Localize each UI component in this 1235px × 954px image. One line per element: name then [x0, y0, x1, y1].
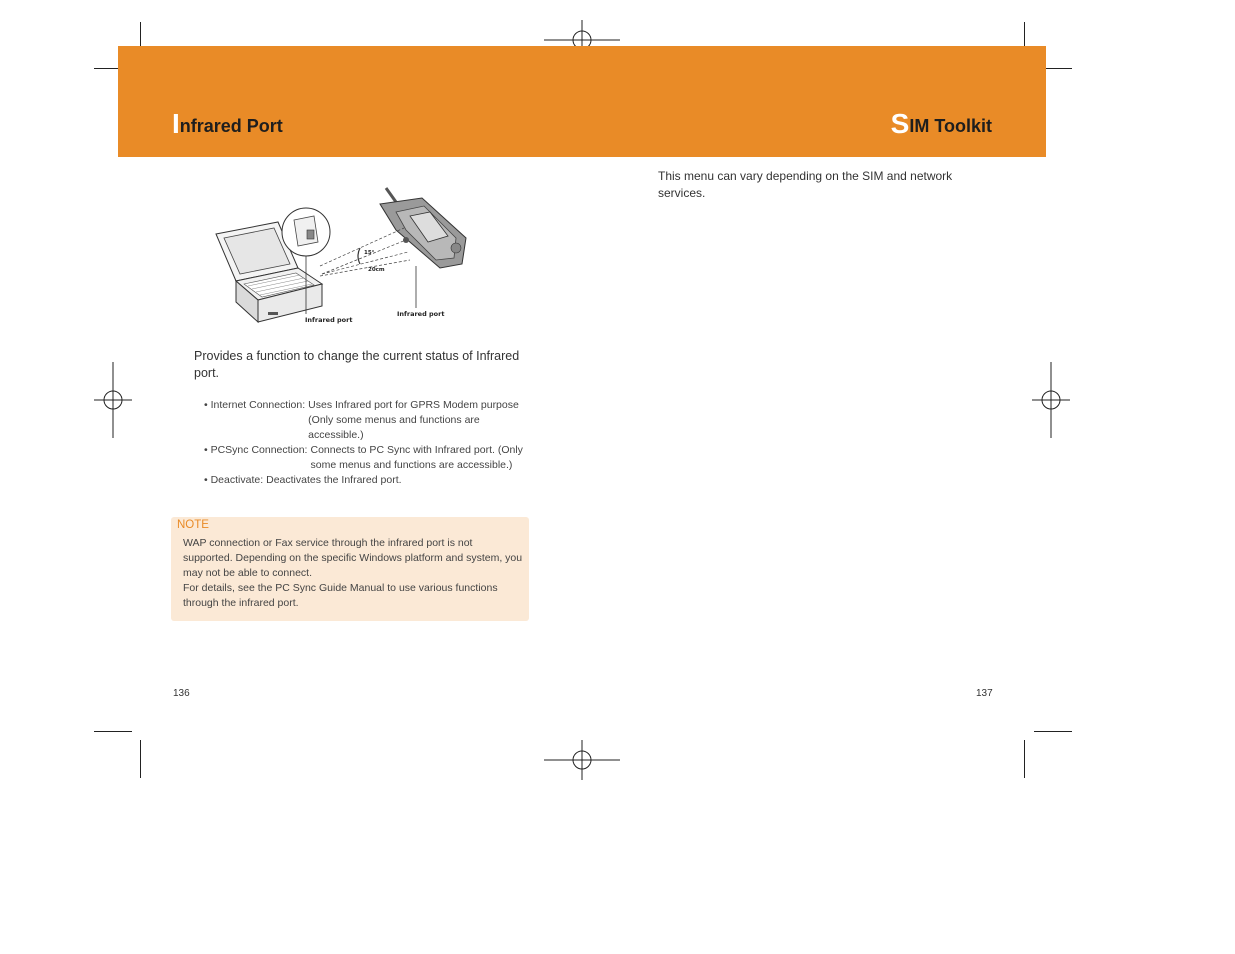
note-text: [183, 536, 523, 611]
crop-mark: [1024, 740, 1025, 778]
title-initial: I: [172, 108, 180, 139]
sim-toolkit-description: This menu can vary depending on the SIM and network services.: [658, 169, 953, 200]
registration-mark-bottom: [544, 740, 620, 780]
distance-label: 20cm: [368, 267, 385, 273]
page-title-infrared-port: [172, 108, 283, 140]
registration-mark-left: [94, 362, 132, 438]
intro-paragraph: Provides a function to change the current status of Infrared port.: [194, 349, 520, 380]
note-box: [171, 517, 529, 621]
option-term: • Deactivate:: [204, 474, 264, 486]
crop-mark: [94, 731, 132, 732]
list-item: [204, 473, 534, 488]
phone-port-label: Infrared port: [397, 310, 445, 318]
page-number-right: 137: [976, 688, 993, 699]
option-list: [204, 398, 534, 488]
list-item: [204, 398, 534, 443]
phone-image: [380, 188, 466, 308]
title-text: IM Toolkit: [909, 116, 992, 136]
option-description: Deactivates the Infrared port.: [266, 474, 402, 486]
option-term: • Internet Connection:: [204, 399, 306, 411]
note-label: NOTE: [177, 519, 209, 531]
page-number-left: 136: [173, 688, 190, 699]
title-initial: S: [890, 108, 910, 139]
note-paragraph: For details, see the PC Sync Guide Manual to use various functions through the infrared port.: [183, 582, 498, 609]
crop-mark: [140, 740, 141, 778]
option-description: Connects to PC Sync with Infrared port. (Only some menus and functions are accessible.): [310, 444, 523, 471]
list-item: [204, 443, 534, 473]
header-band: [118, 46, 1046, 157]
note-paragraph: WAP connection or Fax service through the infrared port is not supported. Depending on the specific Windows platform and system, you may not be able to connect.: [183, 537, 523, 579]
option-term: • PCSync Connection:: [204, 444, 308, 456]
option-description: Uses Infrared port for GPRS Modem purpose (Only some menus and functions are accessible.): [308, 399, 519, 441]
page-title-sim-toolkit: [891, 108, 992, 140]
angle-label: 15°: [364, 250, 375, 256]
registration-mark-right: [1032, 362, 1070, 438]
crop-mark: [1034, 731, 1072, 732]
infrared-connection-illustration: [210, 184, 470, 329]
title-text: nfrared Port: [179, 116, 283, 136]
laptop-port-label: Infrared port: [305, 316, 353, 324]
